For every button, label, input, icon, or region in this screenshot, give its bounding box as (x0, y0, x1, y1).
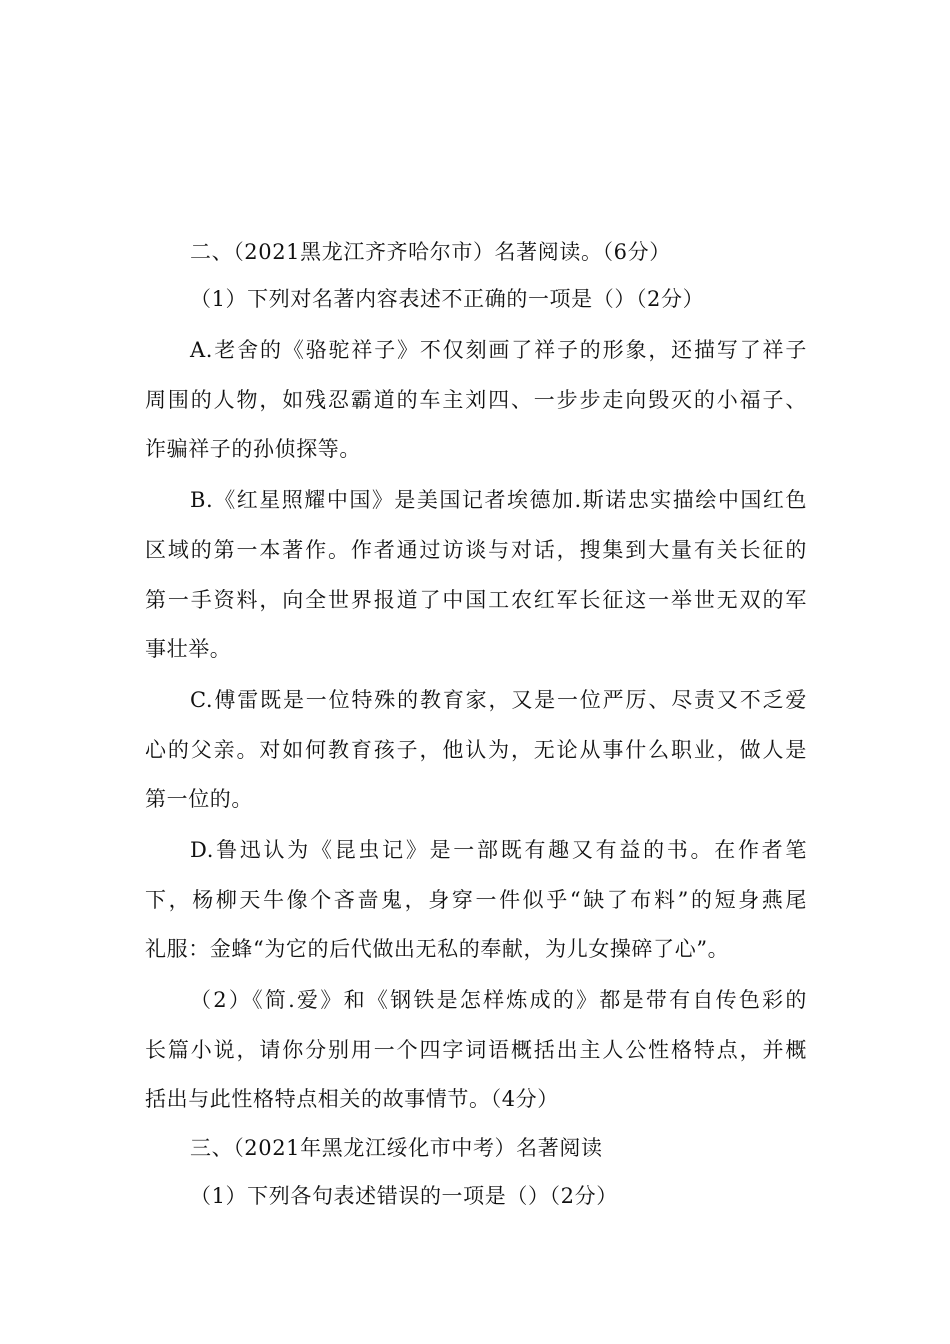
option-a-line-1: A.老舍的《骆驼祥子》不仅刻画了祥子的形象，还描写了祥子 (190, 338, 807, 362)
option-d-line-2: 下，杨柳天牛像个吝啬鬼，身穿一件似乎“缺了布料”的短身燕尾 (145, 888, 807, 912)
option-a-line-2: 周围的人物，如残忍霸道的车主刘四、一步步走向毁灭的小福子、 (145, 388, 807, 412)
option-c-line-1: C.傅雷既是一位特殊的教育家，又是一位严厉、尽责又不乏爱 (190, 688, 807, 712)
section-heading-3: 三、（2021年黑龙江绥化市中考）名著阅读 (190, 1136, 603, 1160)
question-2-line-1: （2）《简.爱》和《钢铁是怎样炼成的》都是带有自传色彩的 (190, 988, 807, 1012)
option-d-line-1: D.鲁迅认为《昆虫记》是一部既有趣又有益的书。在作者笔 (190, 838, 807, 862)
question-1-stem: （1）下列对名著内容表述不正确的一项是（）（2分） (190, 287, 705, 311)
question-3-1-stem: （1）下列各句表述错误的一项是（）（2分） (190, 1184, 618, 1208)
option-b-line-1: B.《红星照耀中国》是美国记者埃德加.斯诺忠实描绘中国红色 (190, 488, 807, 512)
option-c-line-3: 第一位的。 (145, 787, 253, 811)
question-2-line-3: 括出与此性格特点相关的故事情节。（4分） (145, 1087, 559, 1111)
option-b-line-4: 事壮举。 (145, 637, 232, 661)
option-a-line-3: 诈骗祥子的孙侦探等。 (145, 437, 361, 461)
section-heading-2: 二、（2021黑龙江齐齐哈尔市）名著阅读。（6分） (190, 240, 671, 264)
question-2-line-2: 长篇小说，请你分别用一个四字词语概括出主人公性格特点，并概 (145, 1038, 807, 1062)
option-b-line-2: 区域的第一本著作。作者通过访谈与对话，搜集到大量有关长征的 (145, 538, 807, 562)
option-d-line-3: 礼服：金蜂“为它的后代做出无私的奉献，为儿女操碎了心”。 (145, 937, 730, 961)
option-c-line-2: 心的父亲。对如何教育孩子，他认为，无论从事什么职业，做人是 (145, 738, 807, 762)
option-b-line-3: 第一手资料，向全世界报道了中国工农红军长征这一举世无双的军 (145, 588, 807, 612)
